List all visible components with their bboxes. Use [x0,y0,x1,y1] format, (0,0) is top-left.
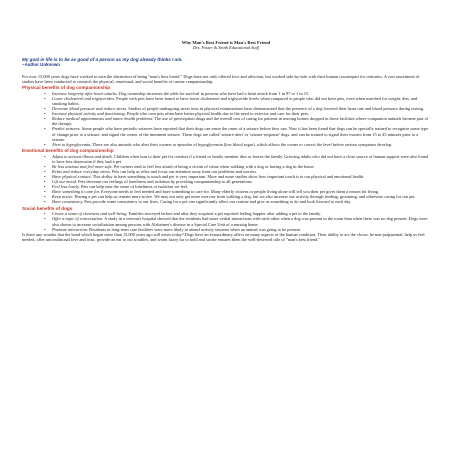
list-item-text: The use of prescription drugs and the overall cost of caring for patients in nursing homes dropped in those facilities where companion animals became part of the therapy. [52,116,429,127]
list-item-lead: Alert to hypoglycemia. [52,141,92,147]
list-item-lead: Adjust to serious illness and death. [52,153,113,159]
section-list [22,211,430,231]
list-item-lead: Have consistency. [52,199,84,205]
section-heading: Emotional benefits of dog companionship [22,147,114,153]
list-item [52,142,430,147]
list-item-text: Having a pet can help us remain more active. We may not only get more exercise from walking a dog, but we also increase our activity through feeding, grooming, and otherwise caring for our pet. [73,194,416,200]
list-item-text: Pets can help ease the sense of loneliness or isolation we feel. [79,184,189,190]
list-item-lead: Promote interaction. [52,226,89,232]
list-item [52,154,430,164]
intro-paragraph: For over 15,000 years dogs have worked to earn the distinction of being "man's best friend." Dogs have not only offered love and affection, but worked side-by-side with their human counterpart for centuries. A vast assortment of studies have been conducted to research the physical, emotional, and social benefits of canine companionship. [22,73,420,84]
list-item-text: Pets provide some consistency to our lives. Caring for a pet can significantly affect our routine and give us something to do and look forward to each day. [83,199,352,205]
list-item [52,126,430,141]
list-item [52,227,430,232]
list-item-text: Everyone needs to feel needed and have something to care for. Many elderly citizens or people living alone will tell you their pet gives them a reason for living. [99,189,379,195]
list-item-lead: Lift our mood. [52,179,77,185]
list-item-lead: Be less anxious and feel more safe. [52,163,113,169]
section-heading: Physical benefits of dog companionship [22,85,111,90]
list-item-text: A study in a veteran's hospital showed that the residents had more verbal interactions with each other when a dog was present in the room than when there was no dog present. Dogs were also shown to increase socialization among persons with Alzheimer's disease in a Special Care Unit of a nursing home. [52,216,428,227]
list-item-lead: Relax and reduce everyday stress. [52,168,111,174]
section-list [22,154,430,205]
list-item-text: Families surveyed before and after they acquired a pet reported feeling happier after adding a pet to the family. [127,211,322,217]
sections-container [22,85,430,232]
list-item-text: Studies of people undergoing stress tests in physical examinations have demonstrated that the presence of a dog lowered their heart rate and blood pressure during testing. [127,106,424,112]
list-item-lead: Create a sense of closeness and well-being. [52,211,128,217]
list-item-text: Pets can help us relax and focus our attention away from our problems and worries. [110,168,258,174]
list-item [52,96,430,106]
list-item-text: Children often turn to their pet for comfort if a friend or family member dies or leaves the family. Grieving adults who did not have a close source of human support were also found to have less depression if they had a pet. [52,153,429,164]
document-title: Why Man's Best Friend is Man's Best Friend [181,40,271,45]
list-item-text: People with pets have been found to have lower cholesterol and triglyceride levels when compared to people who did not have pets, even when matched for weight, diet, and smoking habits. [52,95,418,106]
list-item-text: Residents in long-term care facilities were more likely to attend activity sessions when an animal was going to be present. [88,226,301,232]
list-item-lead: Have physical contact. [52,174,92,179]
section-heading: Social benefits of dogs [22,205,73,211]
list-item [52,216,430,226]
list-item-lead: Reduce medical appointments and minor health problems. [52,116,154,122]
list-item-text: Dog ownership increases the odds for survival in persons who have had a heart attack from 1 in 87 to 1 in 15. [117,90,310,96]
list-item-text: Some people who have periodic seizures have reported that their dogs can sense the onset of a seizure before they can. Now it has been found that dogs can be specially trained to recognize some type of change prior to a seizure, and signal the owner of the imminent seizure. These dogs are called 'seizure-alert' or 'seizure-response' dogs, and can be trained to signal their owners from 15 to 45 minutes prior to a seizure. [52,126,429,142]
epigraph-author: ~Author Unknown [22,62,60,68]
list-item-lead: Increase physical activity and functioning. [52,111,126,117]
list-item-lead: Decrease blood pressure and reduce stress. [52,106,128,112]
list-item [52,199,430,204]
epigraph-quote: My goal in life is to be as good of a person as my dog already thinks I am. [22,56,183,62]
list-item-lead: Offer a topic of conversation. [52,216,104,222]
list-item-text: People who own pets often have better physical health due to the need to exercise and care for their pets. [125,111,309,117]
section-list [22,91,430,147]
list-item-text: Pets decrease our feelings of loneliness and isolation by providing companionship to all generations. [76,179,253,185]
list-item-lead: Increase longevity after heart attacks. [52,90,118,96]
document-subtitle: Drs. Foster & Smith Educational Staff [192,45,260,51]
list-item-lead: Feel less lonely. [52,184,80,190]
list-item-text: There are also animals who alert their owners to episodes of hypoglycemia (low blood sugar), which allows the owner to correct the level before serious symptoms develop. [91,141,393,147]
list-item [52,116,430,126]
list-item-lead: Have something to care for. [52,189,100,195]
list-item-lead: Predict seizures. [52,126,81,132]
closing-paragraph: Is there any wonder that the bond which began more than 15,000 years ago still exists today? Dogs have an extraordinary affect on many aspects of the human condition. Their ability to act the clown, be non-judgmental, help us feel needed, offer unconditional love and trust, provide an ear to our troubles, and warm fuzzy fur to hold and stroke ensures them the well-deserved title of "man's best friend." [22,231,425,242]
list-item-text: This ability to have something to touch and pet is very important. More and more studies show how important touch is to our physical and emotional health. [91,174,365,179]
list-item-lead: Lower cholesterol and triglycerides. [52,95,116,101]
list-item-text: Pet owners tend to feel less afraid of being a victim of crime when walking with a dog or having a dog in the home. [112,163,315,169]
list-item-lead: Keep active. [52,194,74,200]
